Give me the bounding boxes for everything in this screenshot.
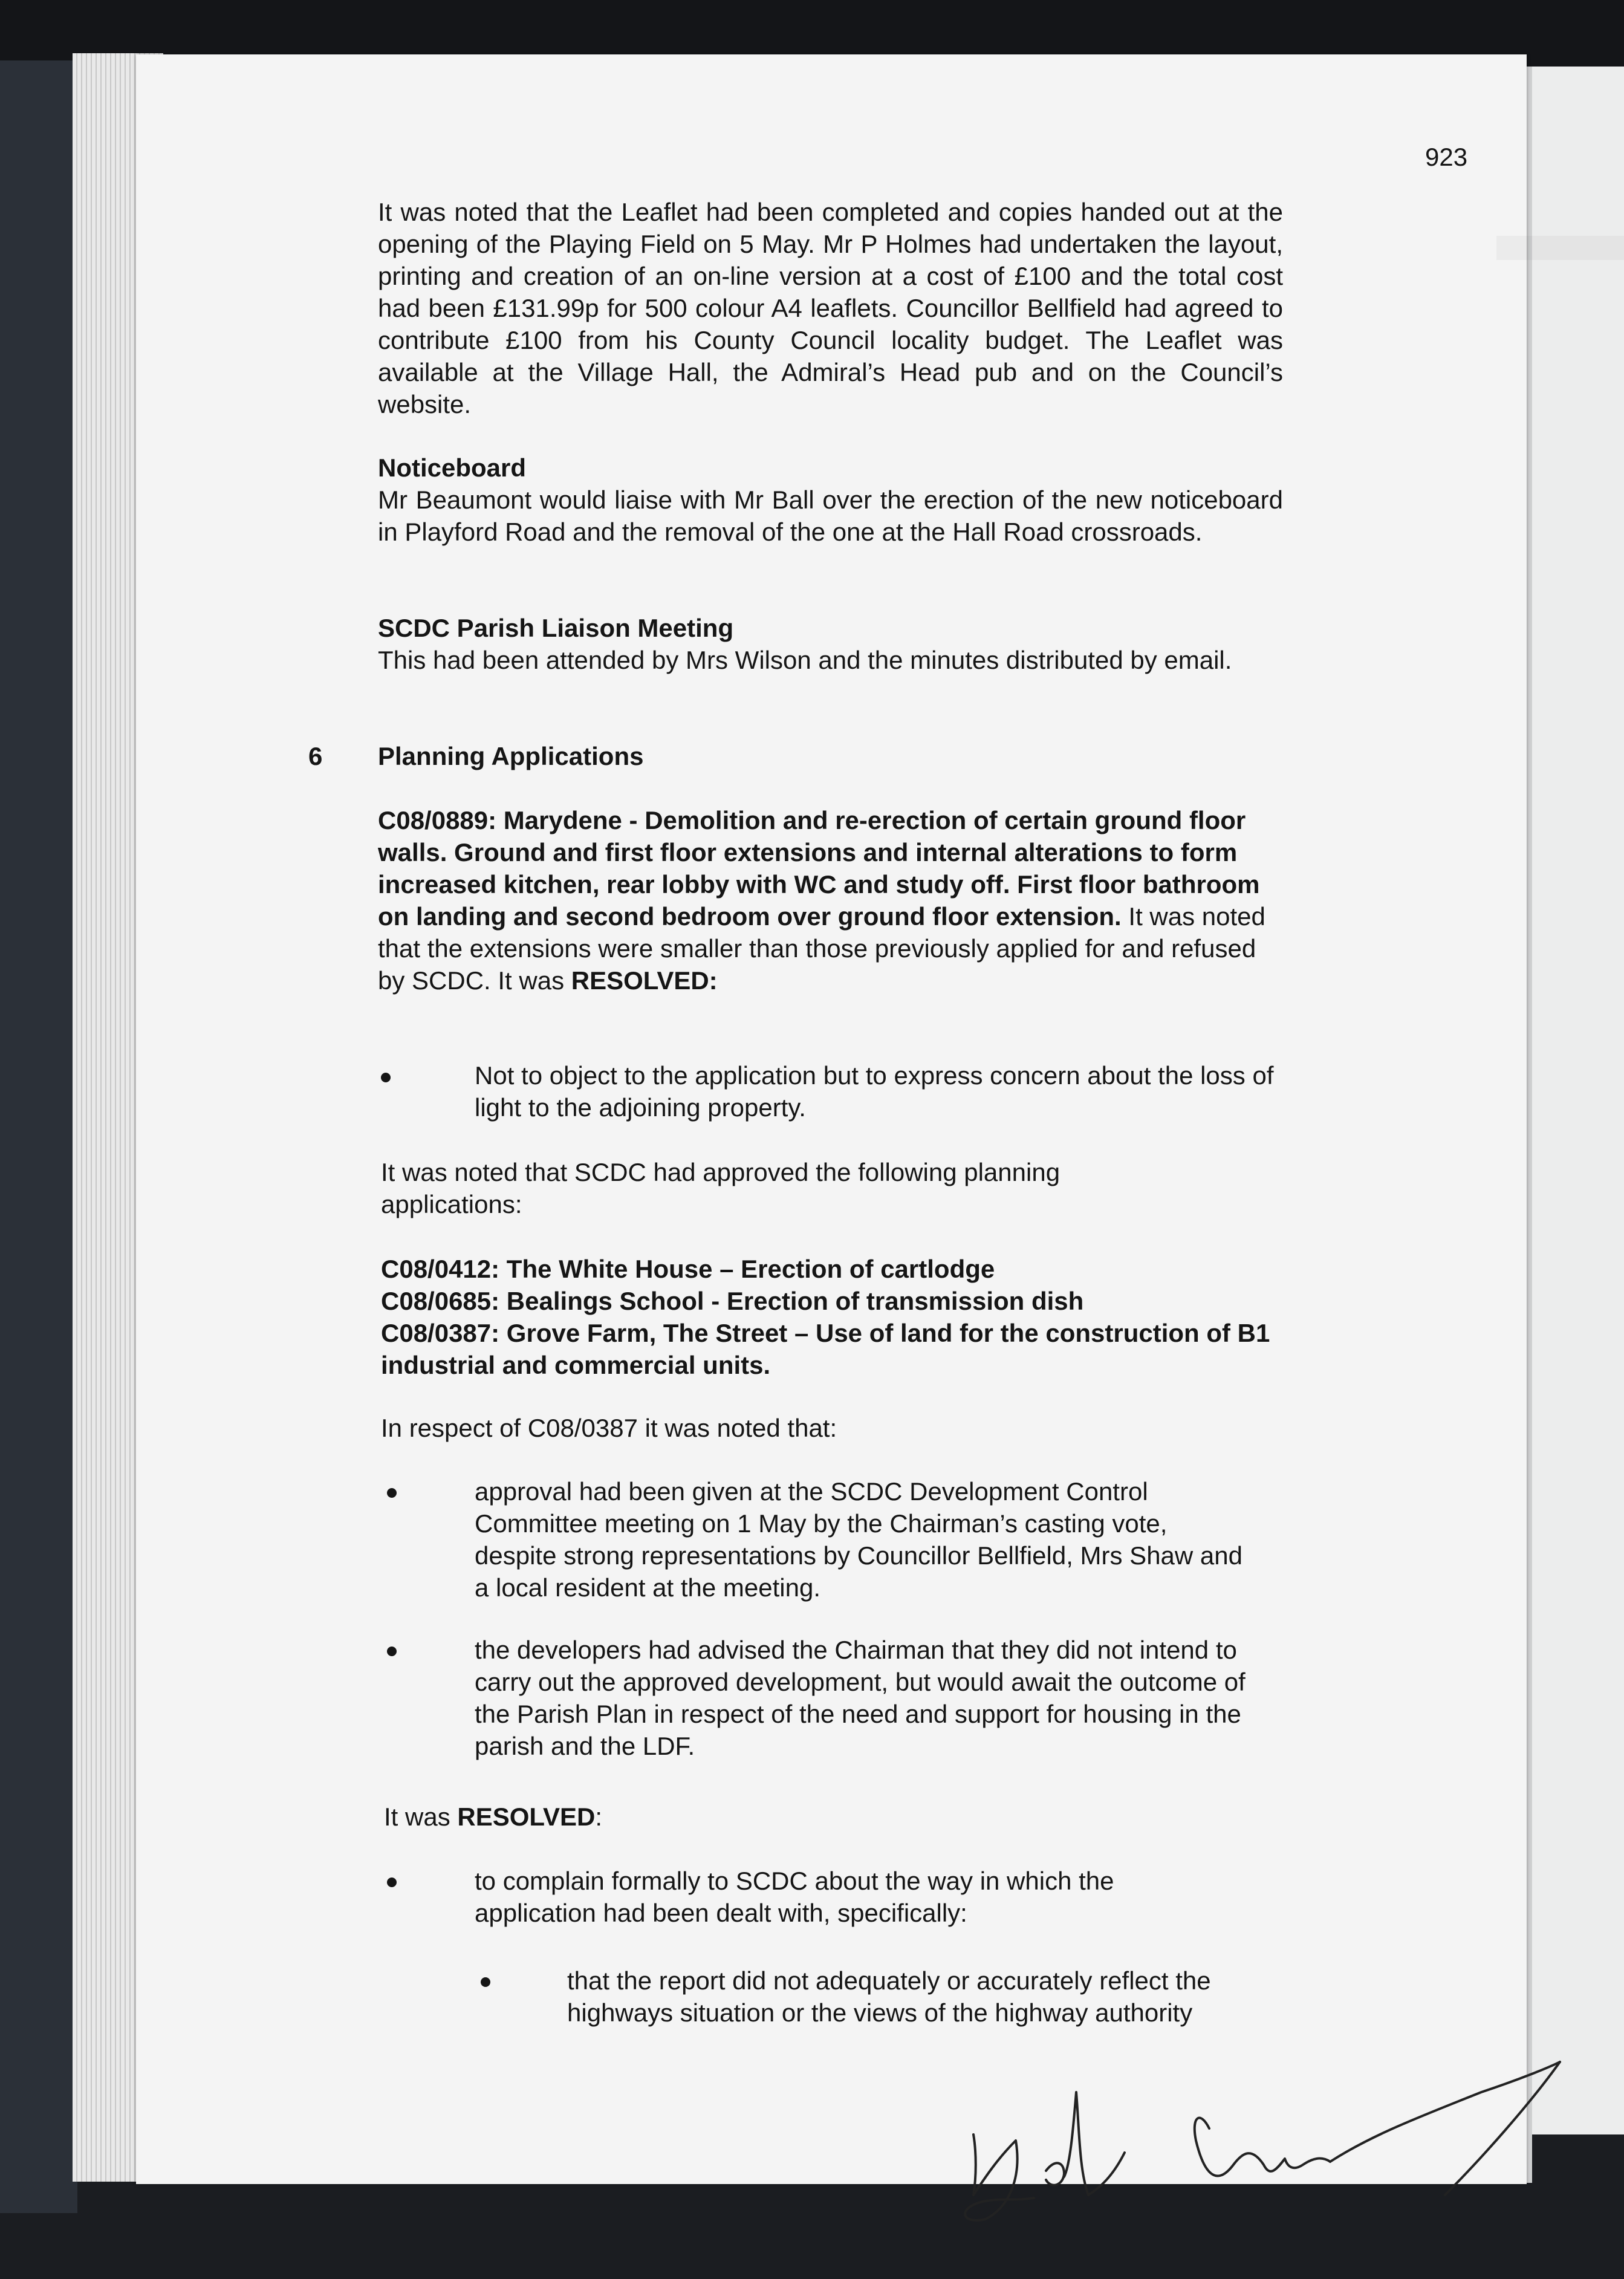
approved-application-item: C08/0412: The White House – Erection of cartlodge	[381, 1255, 995, 1283]
respect-point-developers: the developers had advised the Chairman that they did not intend to carry out the approved development, but would await the outcome of the Parish Plan in respect of the need and support for housing in the parish and the LDF.	[475, 1636, 1246, 1760]
leaflet-paragraph: It was noted that the Leaflet had been completed and copies handed out at the opening of the Playing Field on 5 May. Mr P Holmes had undertaken the layout, printing and creation of an on-line version at a cost of £100 and the total cost had been £131.99p for 500 colour A4 leaflets. Councillor Bellfield had agreed to contribute £100 from his County Council locality budget. The Leaflet was available at the Village Hall, the Admiral’s Head pub and on the Council’s website.	[378, 198, 1283, 418]
planning-applications-heading: Planning Applications	[378, 742, 644, 770]
bullet-point	[387, 1647, 397, 1656]
resolution-complain-formally: to complain formally to SCDC about the way in which the application had been dealt with, specifically:	[475, 1867, 1114, 1927]
bullet-point	[387, 1877, 397, 1887]
resolved-label: RESOLVED:	[571, 966, 718, 995]
resolved-word: RESOLVED	[457, 1803, 596, 1831]
approved-application-item: C08/0685: Bealings School - Erection of transmission dish	[381, 1287, 1084, 1315]
scdc-liaison-heading: SCDC Parish Liaison Meeting	[378, 614, 734, 642]
application-c08-0889-paragraph	[378, 804, 1279, 996]
sub-point-report-inadequate: that the report did not adequately or accurately reflect the highways situation or the views of the highway authority	[567, 1966, 1211, 2027]
bullet-point	[481, 1977, 490, 1987]
page-number: 923	[1425, 143, 1468, 171]
approved-applications-intro: It was noted that SCDC had approved the following planning applications:	[381, 1158, 1060, 1218]
noticeboard-heading: Noticeboard	[378, 454, 527, 482]
it-was-resolved: It was RESOLVED:	[384, 1803, 602, 1831]
scanner-background-left	[0, 60, 77, 2213]
facing-page-edge	[1530, 67, 1624, 2134]
resolution-not-to-object: Not to object to the application but to express concern about the loss of light to the adjoining property.	[475, 1061, 1274, 1122]
application-description: C08/0889: Marydene - Demolition and re-erection of certain ground floor walls. Ground and first floor extensions and internal alterations to form increased kitchen, rear lobby with WC and study off. First floor bathroom on landing and second bedroom over ground floor extension.	[378, 806, 1260, 931]
application-note: It was noted that the extensions were smaller than those previously applied for and refused by SCDC. It was	[378, 902, 1265, 995]
respect-of-c08-0387-intro: In respect of C08/0387 it was noted that:	[381, 1414, 837, 1442]
bullet-point	[381, 1073, 391, 1082]
respect-point-approval: approval had been given at the SCDC Development Control Committee meeting on 1 May by the Chairman’s casting vote, despite strong representations by Councillor Bellfield, Mrs Shaw and a local resident at the meeting.	[475, 1477, 1242, 1602]
approved-application-item: C08/0387: Grove Farm, The Street – Use of land for the construction of B1 industrial and commercial units.	[381, 1319, 1270, 1379]
bleed-through-texture	[1496, 236, 1624, 260]
scdc-liaison-paragraph: This had been attended by Mrs Wilson and the minutes distributed by email.	[378, 646, 1232, 674]
noticeboard-paragraph: Mr Beaumont would liaise with Mr Ball over the erection of the new noticeboard in Playford Road and the removal of the one at the Hall Road crossroads.	[378, 486, 1283, 546]
handwritten-signature	[949, 2056, 1620, 2225]
section-number: 6	[308, 742, 323, 770]
document-page	[136, 54, 1527, 2184]
bullet-point	[387, 1488, 397, 1498]
